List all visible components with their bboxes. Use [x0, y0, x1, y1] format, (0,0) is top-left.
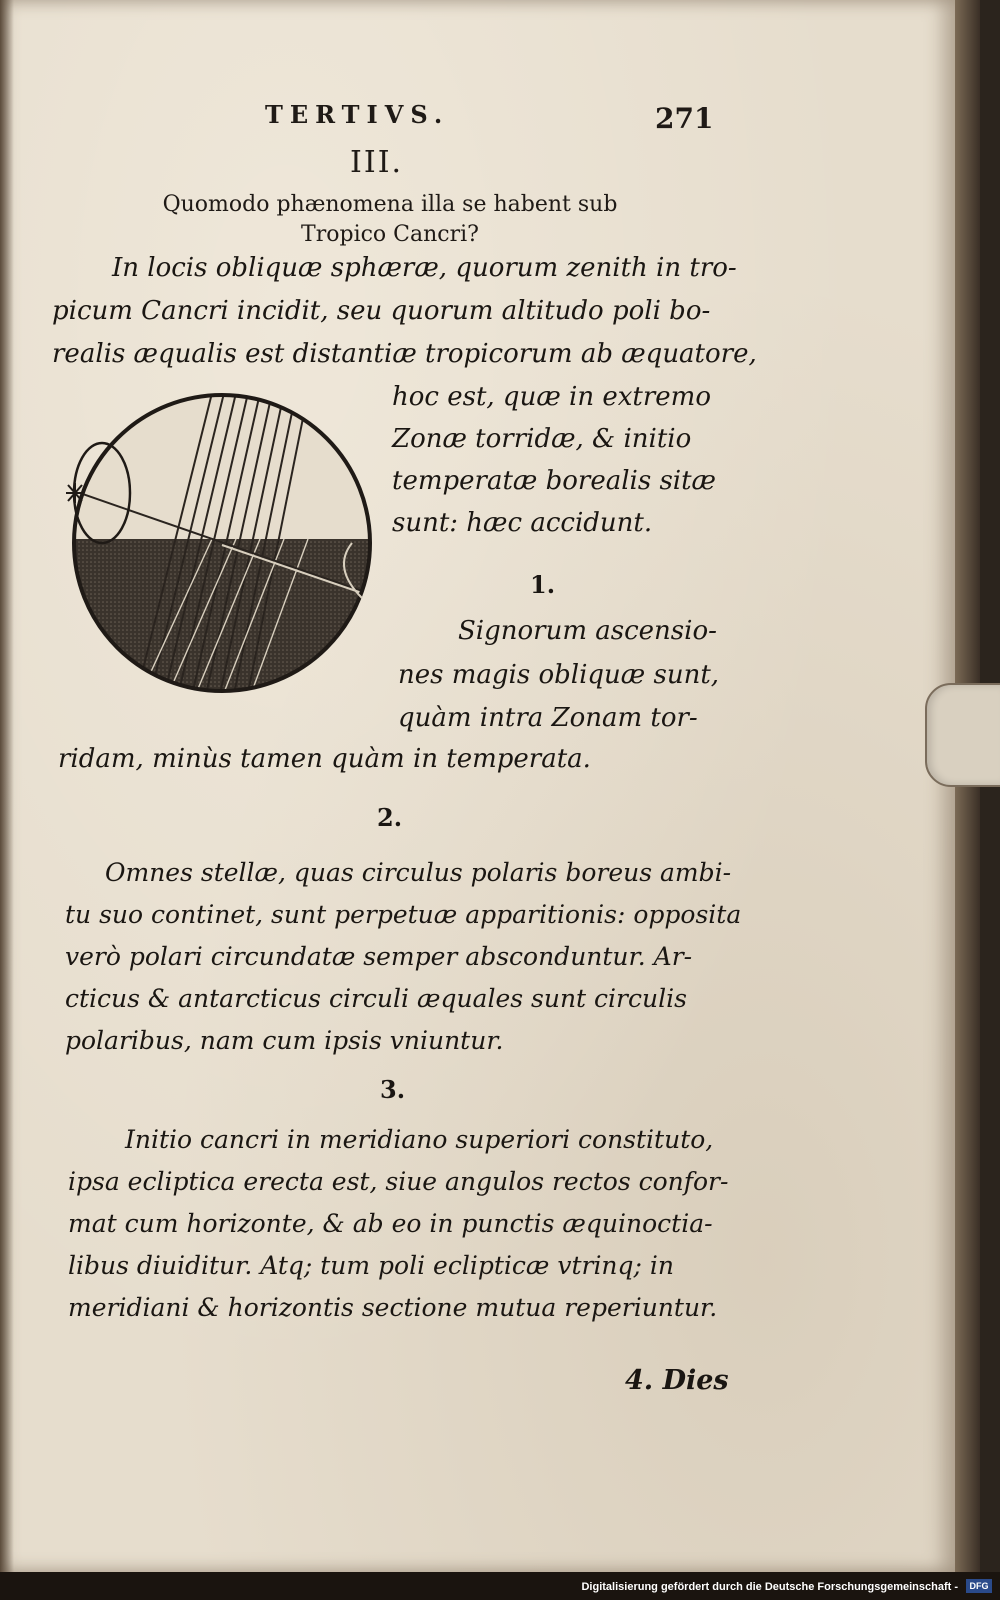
text-line: realis æqualis est distantiæ tropicorum ab æquatore, [52, 339, 757, 369]
catchword: 4. Dies [625, 1365, 729, 1396]
section-title-line: Tropico Cancri? [301, 222, 479, 247]
text-line: verò polari circundatæ semper absconduntur. Ar- [65, 942, 693, 971]
text-line: meridiani & horizontis sectione mutua reperiuntur. [68, 1293, 718, 1322]
text-line: libus diuiditur. Atq; tum poli eclipticæ vtrinq; in [68, 1251, 675, 1280]
text-line: Signorum ascensio- [458, 616, 717, 646]
running-head: TERTIVS. [265, 100, 450, 129]
text-line: cticus & antarcticus circuli æquales sunt circulis [65, 984, 687, 1013]
section-number: III. [350, 145, 404, 180]
section-title [150, 190, 630, 250]
armillary-sphere-woodcut-icon [62, 393, 382, 713]
text-line: ipsa ecliptica erecta est, siue angulos rectos confor- [68, 1167, 729, 1196]
text-line: temperatæ borealis sitæ [392, 466, 716, 496]
text-line: ridam, minùs tamen quàm in temperata. [58, 744, 591, 774]
text-line: sunt: hæc accidunt. [392, 508, 653, 538]
page-number: 271 [655, 102, 714, 135]
section-title-line: Quomodo phænomena illa se habent sub [162, 192, 618, 217]
text-line: hoc est, quæ in extremo [392, 382, 711, 412]
page-clip-marker [925, 683, 1000, 787]
text-line: Zonæ torridæ, & initio [392, 424, 692, 454]
dfg-logo: DFG [966, 1579, 992, 1593]
text-line: tu suo continet, sunt perpetuæ apparitionis: opposita [65, 900, 742, 929]
footer-credit: Digitalisierung gefördert durch die Deutsche Forschungsgemeinschaft - [581, 1581, 958, 1593]
item-number: 1. [530, 570, 556, 599]
page-gutter [0, 0, 14, 1572]
text-line: mat cum horizonte, & ab eo in punctis æquinoctia- [68, 1209, 713, 1238]
text-line: polaribus, nam cum ipsis vniuntur. [65, 1026, 504, 1055]
text-line: Initio cancri in meridiano superiori constituto, [125, 1125, 714, 1154]
item-number: 3. [380, 1075, 406, 1104]
text-line: picum Cancri incidit, seu quorum altitudo poli bo- [52, 296, 711, 326]
text-line: nes magis obliquæ sunt, [398, 660, 720, 690]
text-line: quàm intra Zonam tor- [398, 703, 698, 733]
item-number: 2. [377, 803, 403, 832]
text-line: Omnes stellæ, quas circulus polaris boreus ambi- [105, 858, 732, 887]
text-line: In locis obliquæ sphæræ, quorum zenith in tro- [112, 253, 737, 283]
footer-bar [0, 1572, 1000, 1600]
